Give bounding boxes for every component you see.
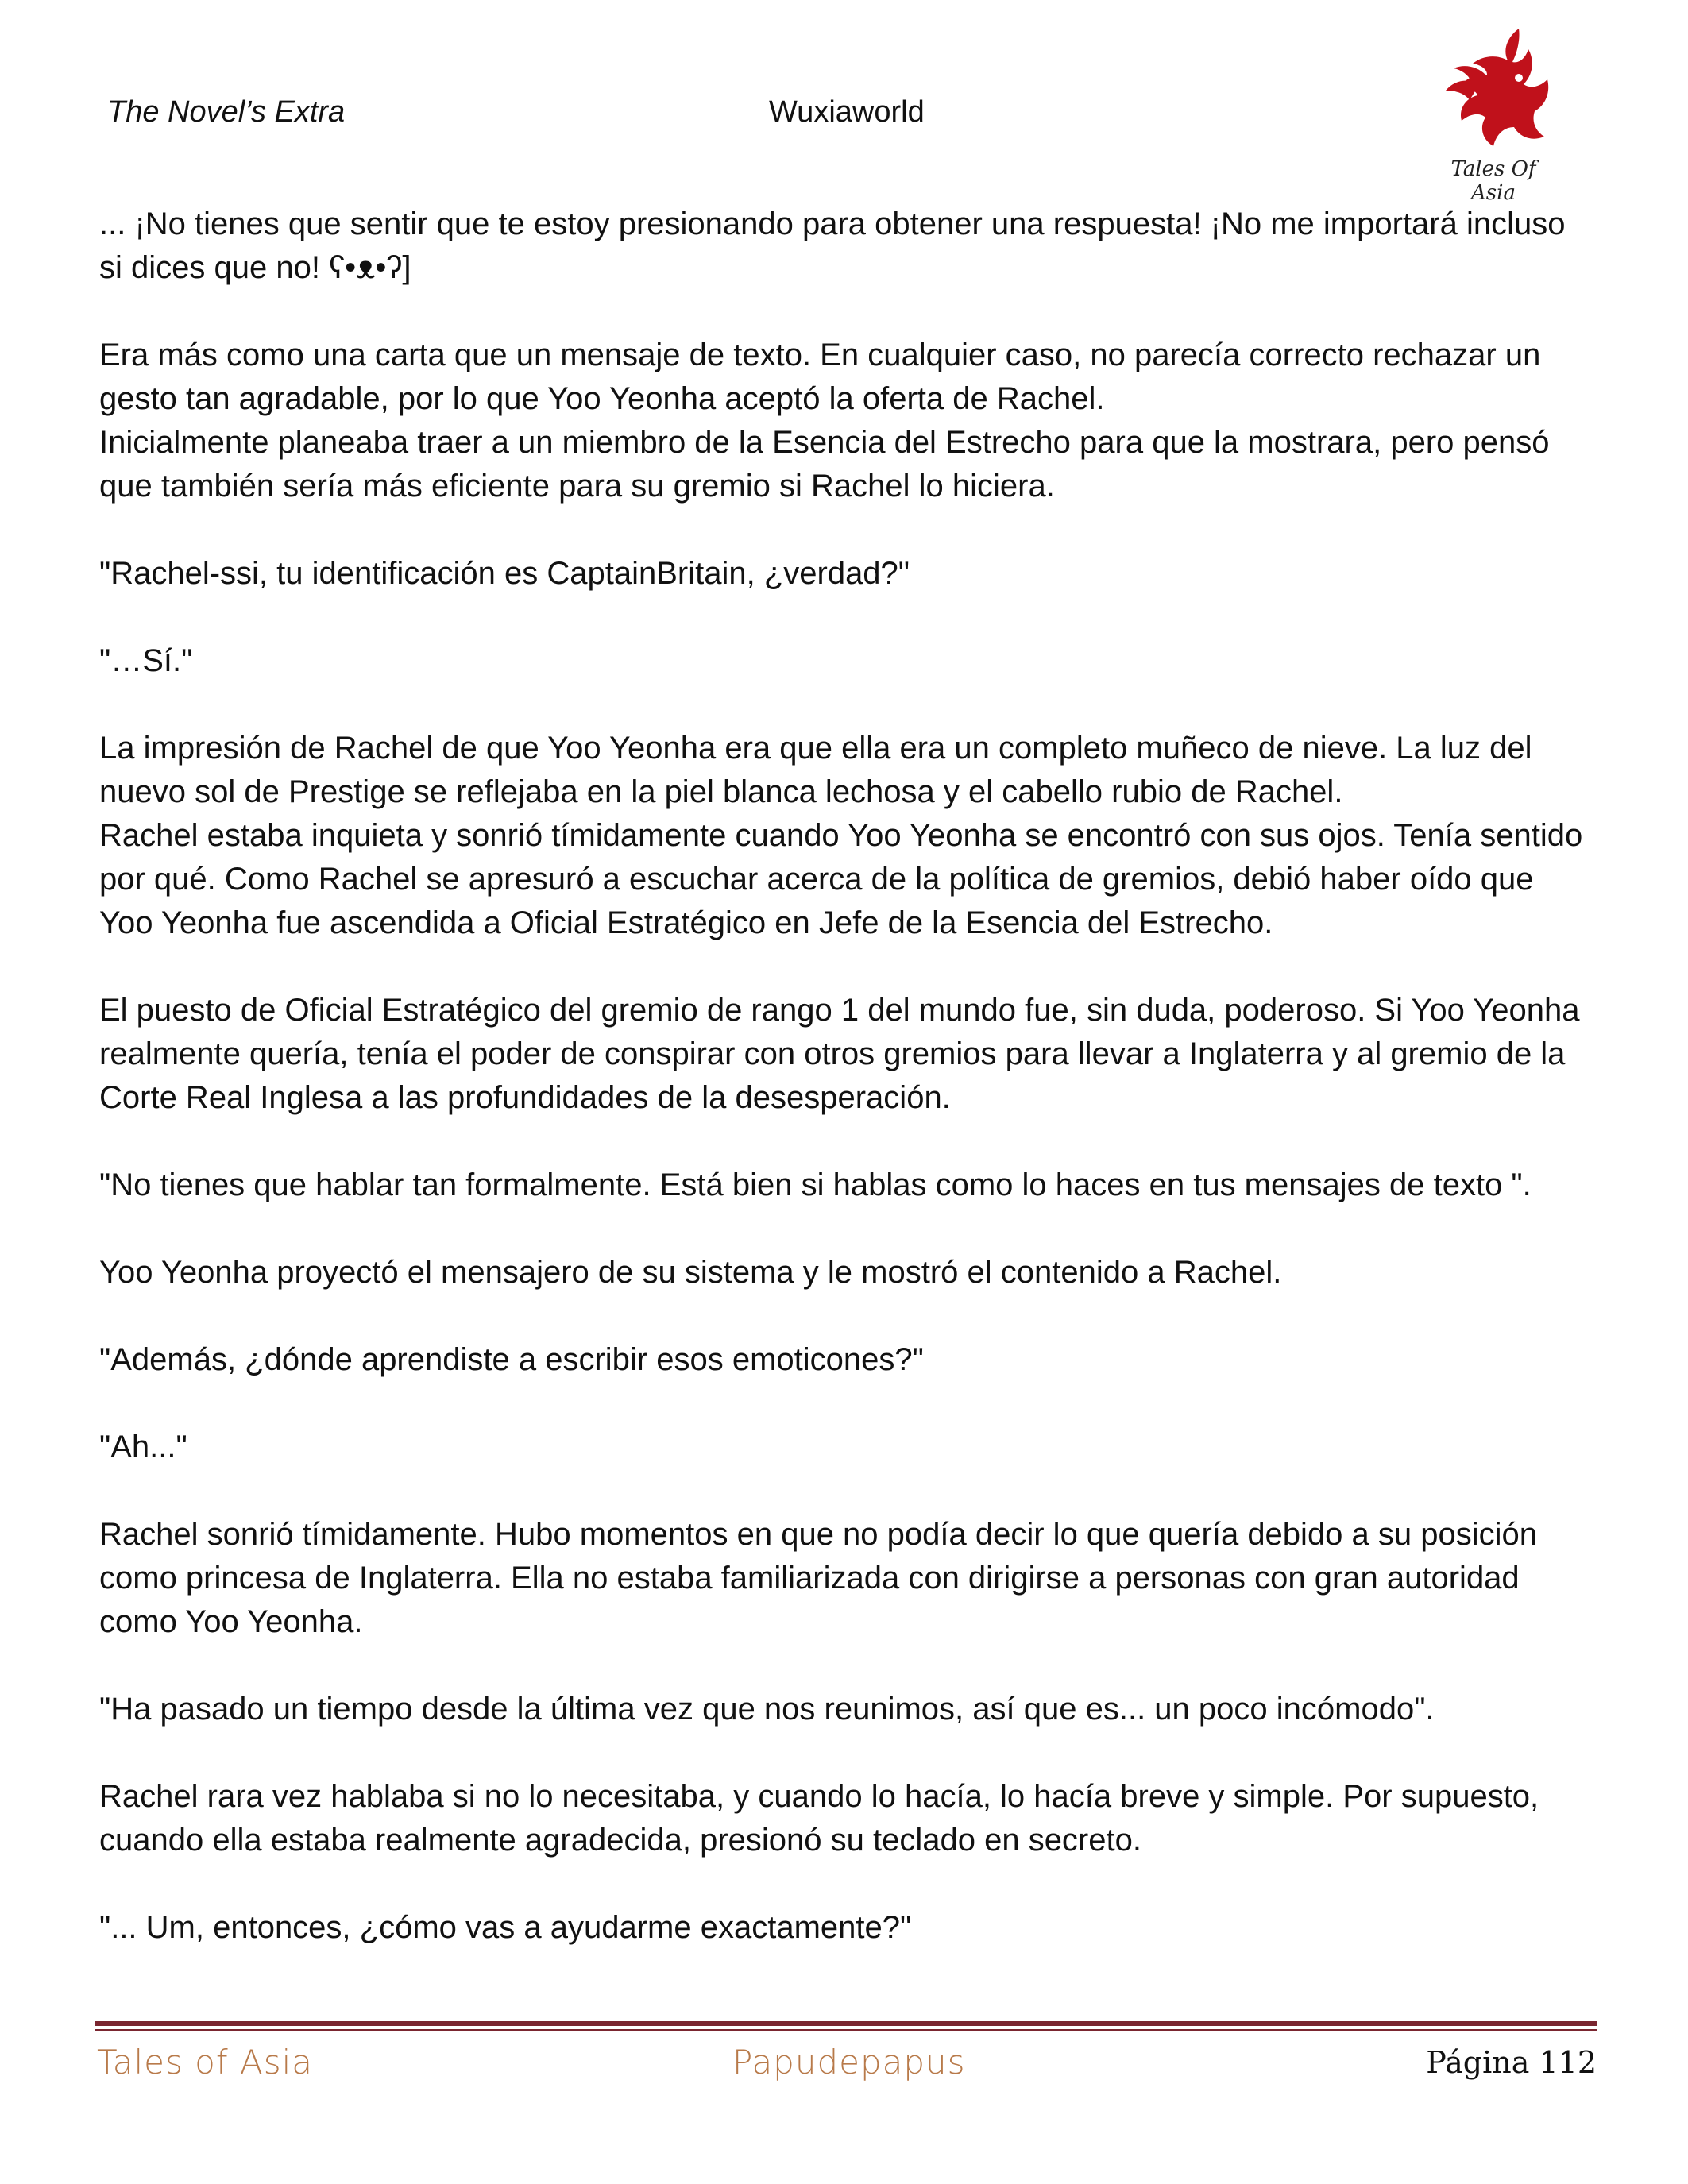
tales-of-asia-logo — [1430, 22, 1557, 205]
site-name: Wuxiaworld — [769, 95, 925, 129]
paragraph: "Rachel-ssi, tu identificación es CaptainBritain, ¿verdad?" — [99, 556, 910, 591]
paragraph: "Además, ¿dónde aprendiste a escribir esos emoticones?" — [99, 1342, 924, 1377]
paragraph: Era más como una carta que un mensaje de texto. En cualquier caso, no parecía correcto rechazar un gesto tan agradable, por lo que Yoo Yeonha aceptó la oferta de Rachel. Inicialmente planeaba traer a un miembro de la Esencia del Estrecho para que la mostrara, pero pensó que también sería más eficiente para su gremio si Rachel lo hiciera. — [99, 338, 1550, 504]
paragraph: "…Sí." — [99, 643, 193, 678]
logo-text: Tales Of Asia — [1450, 157, 1536, 205]
footer-divider — [95, 2021, 1597, 2026]
paragraph: El puesto de Oficial Estratégico del gremio de rango 1 del mundo fue, sin duda, poderoso. Si Yoo Yeonha realmente quería, tenía el poder de conspirar con otros gremios para llevar a Inglaterra y al gremio de la Corte Real Inglesa a las profundidades de la desesperación. — [99, 993, 1580, 1115]
footer-divider-thin — [95, 2029, 1597, 2031]
paragraph: Rachel sonrió tímidamente. Hubo momentos en que no podía decir lo que quería debido a su posición como princesa de Inglaterra. Ella no estaba familiarizada con dirigirse a personas con gran autoridad como Yoo Yeonha. — [99, 1517, 1538, 1639]
footer-translator: Papudepapus — [732, 2043, 966, 2082]
dragon-icon — [1430, 22, 1557, 157]
paragraph: "... Um, entonces, ¿cómo vas a ayudarme exactamente?" — [99, 1910, 912, 1945]
page-number: Página 112 — [1426, 2045, 1597, 2080]
paragraph: "Ah..." — [99, 1430, 187, 1464]
footer-publisher: Tales of Asia — [97, 2043, 314, 2082]
paragraph: La impresión de Rachel de que Yoo Yeonha era que ella era un completo muñeco de nieve. La luz del nuevo sol de Prestige se reflejaba en la piel blanca lechosa y el cabello rubio de Rachel. Rachel estaba inquieta y sonrió tímidamente cuando Yoo Yeonha se encontró con sus ojos. Tenía sentido por qué. Como Rachel se apresuró a escuchar acerca de la política de gremios, debió haber oído que Yoo Yeonha fue ascendida a Oficial Estratégico en Jefe de la Esencia del Estrecho. — [99, 731, 1583, 940]
paragraph: "Ha pasado un tiempo desde la última vez que nos reunimos, así que es... un poco incómodo". — [99, 1692, 1435, 1727]
chapter-body — [99, 203, 1593, 1993]
paragraph: "No tienes que hablar tan formalmente. Está bien si hablas como lo haces en tus mensajes de texto ". — [99, 1167, 1532, 1202]
paragraph: Rachel rara vez hablaba si no lo necesitaba, y cuando lo hacía, lo hacía breve y simple. Por supuesto, cuando ella estaba realmente agradecida, presionó su teclado en secreto. — [99, 1779, 1539, 1858]
book-title: The Novel’s Extra — [107, 95, 346, 129]
paragraph: ... ¡No tienes que sentir que te estoy presionando para obtener una respuesta! ¡No me importará incluso si dices que no! ʕ•ᴥ•ʔ] — [99, 206, 1566, 285]
paragraph: Yoo Yeonha proyectó el mensajero de su sistema y le mostró el contenido a Rachel. — [99, 1255, 1282, 1290]
